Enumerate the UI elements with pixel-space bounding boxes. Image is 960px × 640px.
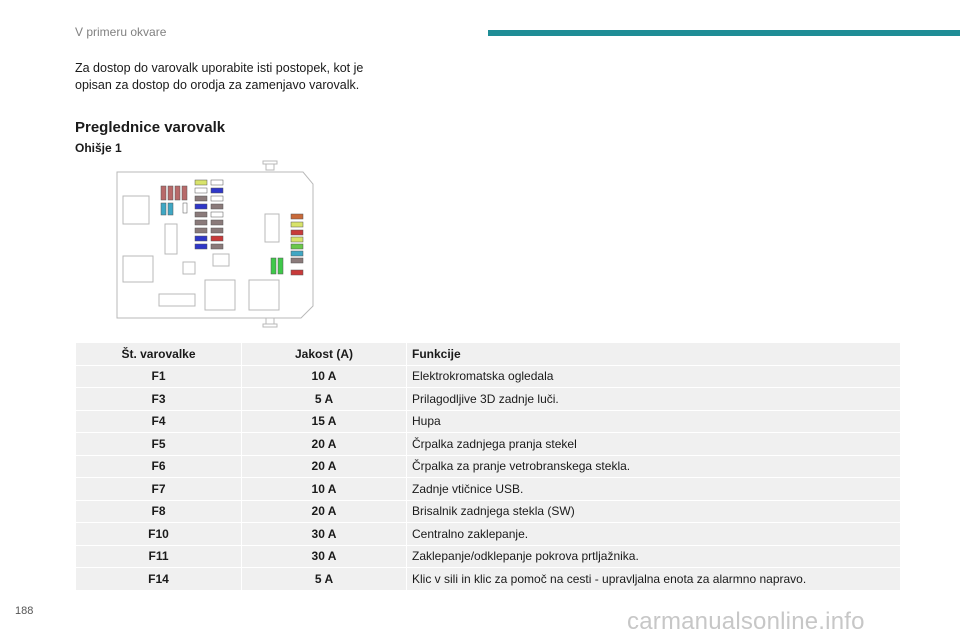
column-header-rating: Jakost (A) (242, 343, 407, 366)
fuse-rating-cell: 5 A (242, 568, 407, 591)
fuse-table (75, 342, 901, 591)
fuse-rating-cell: 15 A (242, 410, 407, 433)
table-row (76, 568, 901, 591)
fuse-number-cell: F11 (76, 545, 242, 568)
fuse-number-cell: F3 (76, 388, 242, 411)
table-row (76, 410, 901, 433)
fuse-function-cell: Brisalnik zadnjega stekla (SW) (407, 500, 901, 523)
column-header-fuse-number: Št. varovalke (76, 343, 242, 366)
fuse-rating-cell: 20 A (242, 500, 407, 523)
fuse-rating-cell: 30 A (242, 545, 407, 568)
fuse-number-cell: F5 (76, 433, 242, 456)
fuse-rating-cell: 10 A (242, 365, 407, 388)
fuse-function-cell: Zaklepanje/odklepanje pokrova prtljažnika. (407, 545, 901, 568)
column-header-functions: Funkcije (407, 343, 901, 366)
fuse-function-cell: Zadnje vtičnice USB. (407, 478, 901, 501)
table-row (76, 523, 901, 546)
fuse-function-cell: Hupa (407, 410, 901, 433)
watermark: carmanualsonline.info (627, 608, 865, 635)
fuse-function-cell: Črpalka zadnjega pranja stekel (407, 433, 901, 456)
fuse-function-cell: Črpalka za pranje vetrobranskega stekla. (407, 455, 901, 478)
fuse-tables-heading: Preglednice varovalk (75, 119, 226, 136)
table-row (76, 478, 901, 501)
table-row (76, 433, 901, 456)
fuse-number-cell: F1 (76, 365, 242, 388)
table-row (76, 545, 901, 568)
fuse-rating-cell: 10 A (242, 478, 407, 501)
fuse-number-cell: F4 (76, 410, 242, 433)
intro-paragraph: Za dostop do varovalk uporabite isti postopek, kot je opisan za dostop do orodja za zamenjavo varovalk. (75, 61, 364, 92)
fuse-function-cell: Elektrokromatska ogledala (407, 365, 901, 388)
table-row (76, 365, 901, 388)
table-row (76, 500, 901, 523)
box-subheading: Ohišje 1 (75, 141, 122, 155)
fuse-rating-cell: 5 A (242, 388, 407, 411)
fuse-table-header-row (76, 343, 901, 366)
fuse-number-cell: F6 (76, 455, 242, 478)
table-row (76, 388, 901, 411)
fuse-number-cell: F8 (76, 500, 242, 523)
fuse-function-cell: Klic v sili in klic za pomoč na cesti - upravljalna enota za alarmno napravo. (407, 568, 901, 591)
fuse-box-diagram (113, 158, 315, 330)
header-accent-bar (488, 30, 960, 36)
section-header: V primeru okvare (75, 25, 167, 39)
fuse-rating-cell: 20 A (242, 455, 407, 478)
fuse-rating-cell: 20 A (242, 433, 407, 456)
fuse-function-cell: Prilagodljive 3D zadnje luči. (407, 388, 901, 411)
page-number: 188 (15, 605, 34, 617)
table-row (76, 455, 901, 478)
fuse-number-cell: F14 (76, 568, 242, 591)
fuse-rating-cell: 30 A (242, 523, 407, 546)
fuse-number-cell: F7 (76, 478, 242, 501)
fuse-number-cell: F10 (76, 523, 242, 546)
fuse-function-cell: Centralno zaklepanje. (407, 523, 901, 546)
